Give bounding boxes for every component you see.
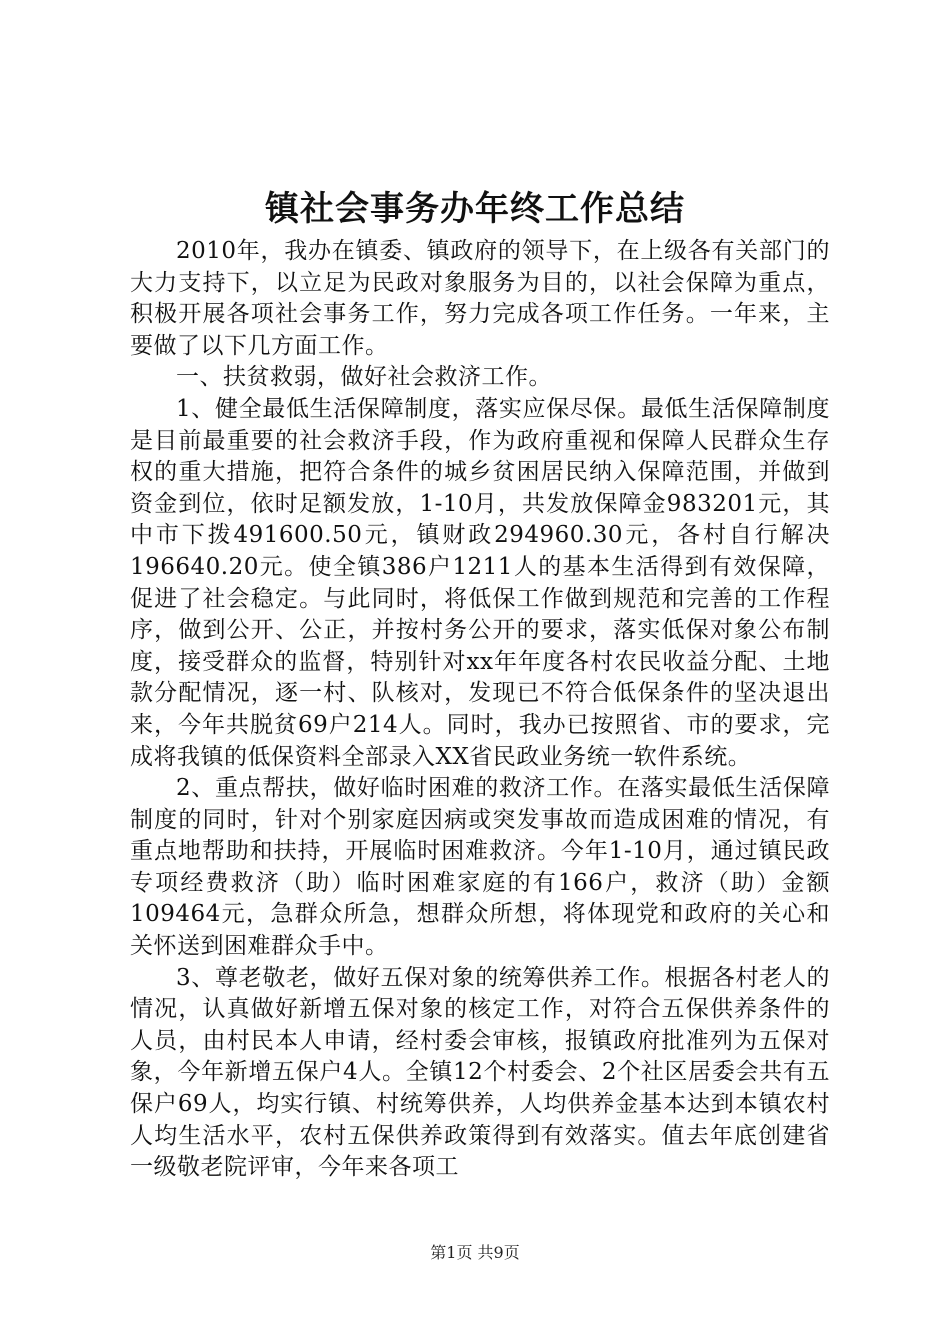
page-footer: 第1页 共9页 — [430, 1243, 520, 1262]
document-body — [130, 236, 830, 1184]
paragraph-item-1: 1、健全最低生活保障制度，落实应保尽保。最低生活保障制度是目前最重要的社会救济手段，作为政府重视和保障人民群众生存权的重大措施，把符合条件的城乡贫困居民纳入保障范围，并做到资金到位，依时足额发放，1-10月，共发放保障金983201元，其中市下拨491600.50元，镇财政294960.30元，各村自行解决196640.20元。使全镇386户1211人的基本生活得到有效保障，促进了社会稳定。与此同时，将低保工作做到规范和完善的工作程序，做到公开、公正，并按村务公开的要求，落实低保对象公布制度，接受群众的监督，特别针对xx年年度各村农民收益分配、土地款分配情况，逐一村、队核对，发现已不符合低保条件的坚决退出来，今年共脱贫69户214人。同时，我办已按照省、市的要求，完成将我镇的低保资料全部录入XX省民政业务统一软件系统。 — [130, 395, 830, 770]
document-title: 镇社会事务办年终工作总结 — [265, 189, 685, 229]
paragraph-intro: 2010年，我办在镇委、镇政府的领导下，在上级各有关部门的大力支持下，以立足为民政对象服务为目的，以社会保障为重点，积极开展各项社会事务工作，努力完成各项工作任务。一年来，主要做了以下几方面工作。 — [130, 238, 830, 359]
section-heading-1: 一、扶贫救弱，做好社会救济工作。 — [176, 364, 552, 391]
paragraph-item-2: 2、重点帮扶，做好临时困难的救济工作。在落实最低生活保障制度的同时，针对个别家庭因病或突发事故而造成困难的情况，有重点地帮助和扶持，开展临时困难救济。今年1-10月，通过镇民政专项经费救济（助）临时困难家庭的有166户，救济（助）金额109464元，急群众所急，想群众所想，将体现党和政府的关心和关怀送到困难群众手中。 — [130, 775, 830, 960]
paragraph-item-3: 3、尊老敬老，做好五保对象的统筹供养工作。根据各村老人的情况，认真做好新增五保对象的核定工作，对符合五保供养条件的人员，由村民本人申请，经村委会审核，报镇政府批准列为五保对象，今年新增五保户4人。全镇12个村委会、2个社区居委会共有五保户69人，均实行镇、村统筹供养，人均供养金基本达到本镇农村人均生活水平，农村五保供养政策得到有效落实。值去年底创建省一级敬老院评审，今年来各项工 — [130, 964, 830, 1181]
